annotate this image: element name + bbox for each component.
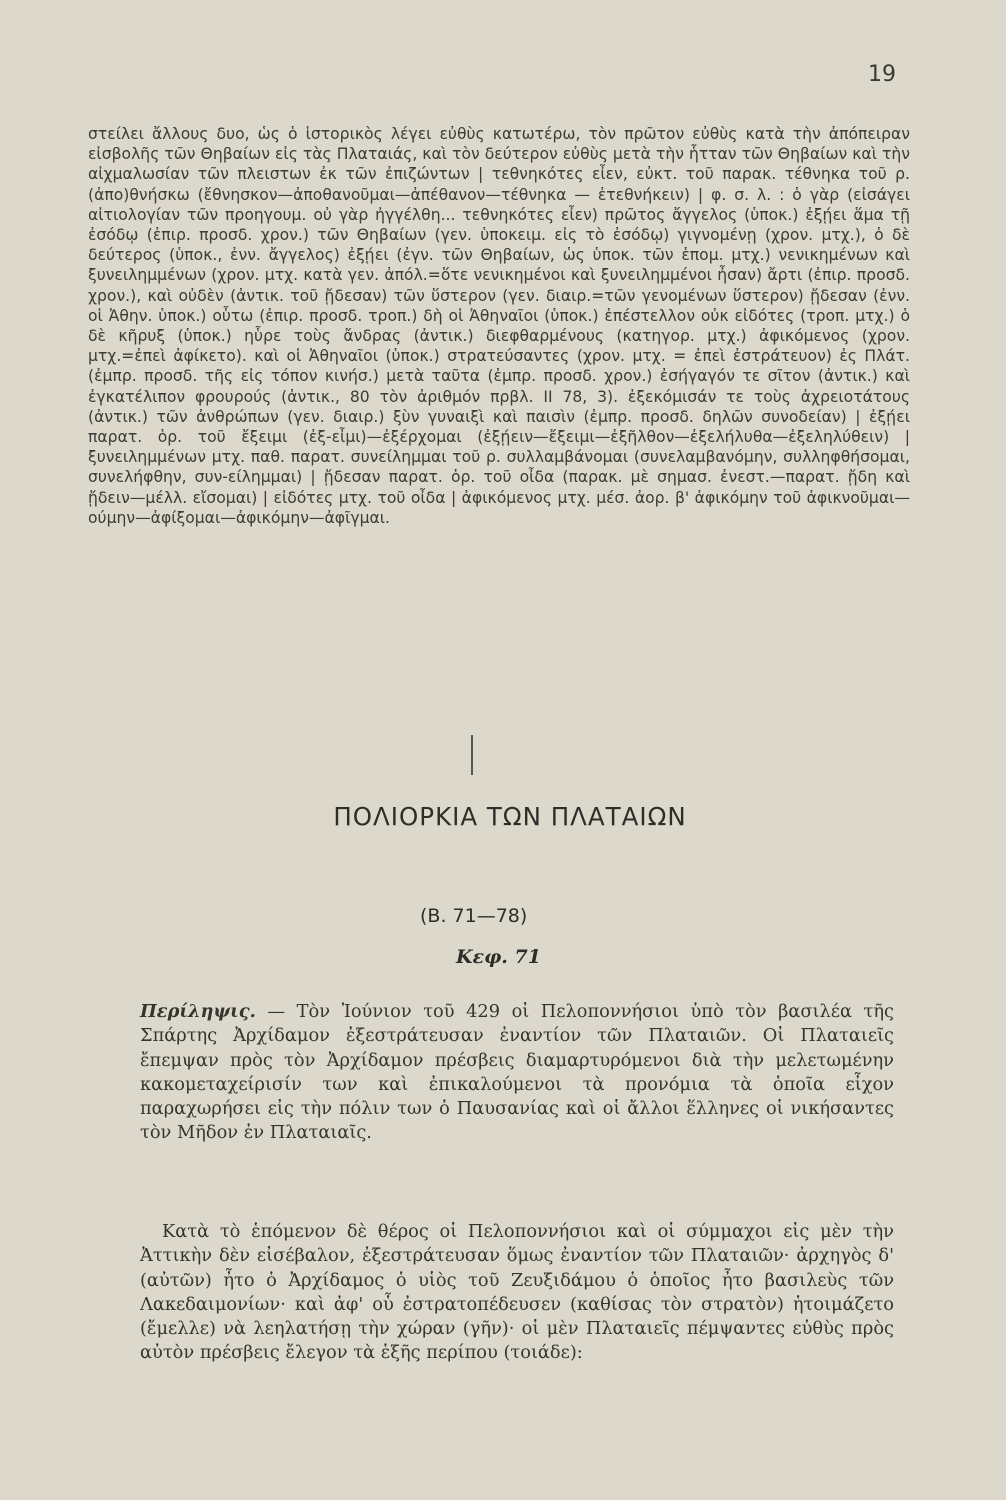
- commentary-notes: [88, 124, 910, 528]
- section-title: ΠΟΛΙΟΡΚΙΑ ΤΩΝ ΠΛΑΤΑΙΩΝ: [333, 802, 687, 831]
- chapter-heading: Κεφ. 71: [456, 946, 541, 968]
- section-divider: [471, 735, 473, 775]
- narrative-paragraph: Κατὰ τὸ ἑπόμενον δὲ θέρος οἱ Πελοποννήσιοι καὶ οἱ σύμμαχοι εἰς μὲν τὴν Ἀττικὴν δὲν εἰσέβαλον, ἐξεστράτευσαν ὅμως ἐναντίον τῶν Πλαταιῶν· ἀρχηγὸς δ' (αὐτῶν) ἦτο ὁ Ἀρχίδαμος ὁ υἱὸς τοῦ Ζευξιδάμου ὁ ὁποῖος ἦτο βασιλεὺς τῶν Λακεδαιμονίων· καὶ ἀφ' οὗ ἐστρατοπέδευσεν (καθίσας τὸν στρατὸν) ἡτοιμάζετο (ἔμελλε) νὰ λεηλατήσῃ τὴν χώραν (γῆν)· οἱ μὲν Πλαταιεῖς πέμψαντες εὐθὺς πρὸς αὐτὸν πρέσβεις ἔλεγον τὰ ἑξῆς περίπου (τοιάδε):: [140, 1221, 894, 1364]
- narrative-block: [140, 1220, 894, 1366]
- notes-paragraph: στείλει ἄλλους δυο, ὡς ὁ ἱστορικὸς λέγει εὐθὺς κατωτέρω, τὸν πρῶτον εὐθὺς κατὰ τὴν ἀπόπειραν εἰσβολῆς τῶν Θηβαίων εἰς τὰς Πλαταιάς, καὶ τὸν δεύτερον εὐθὺς μετὰ τὴν ἧτταν τῶν Θηβαίων καὶ τὴν αἰχμαλωσίαν τῶν πλειστων ἐκ τῶν ἐπιζώντων | τεθνηκότες εἶεν, εὐκτ. τοῦ παρακ. τέθνηκα τοῦ ρ. (ἀπο)θνήσκω (ἔθνησκον—ἀποθανοῦμαι—ἀπέθανον—τέθνηκα — ἐτεθνήκειν) | φ. σ. λ. : ὁ γὰρ (εἰσάγει αἰτιολογίαν τῶν προηγουμ. οὐ γὰρ ἠγγέλθη... τεθνηκότες εἶεν) πρῶτος ἄγγελος (ὑποκ.) ἐξῄει ἅμα τῇ ἐσόδῳ (ἐπιρ. προσδ. χρον.) τῶν Θηβαίων (γεν. ὑποκειμ. εἰς τὸ ἐσόδῳ) γιγνομένῃ (χρον. μτχ.), ὁ δὲ δεύτερος (ὑποκ., ἐνν. ἄγγελος) ἐξῄει (ἐγν. τῶν Θηβαίων, ὡς ὑποκ. τῶν ἑπομ. μτχ.) νενικημένων καὶ ξυνειλημμένων (χρον. μτχ. κατὰ γεν. ἀπόλ.=ὅτε νενικημένοι καὶ ξυνειλημμένοι ἦσαν) ἄρτι (ἐπιρ. προσδ. χρον.), καὶ οὐδὲν (ἀντικ. τοῦ ᾔδεσαν) τῶν ὕστερον (γεν. διαιρ.=τῶν γενομένων ὕστερον) ᾔδεσαν (ἐνν. οἱ Ἀθην. ὑποκ.) οὗτω (ἐπιρ. προσδ. τροπ.) δὴ οἱ Ἀθηναῖοι (ὑποκ.) ἐπέστελλον οὐκ εἰδότες (τροπ. μτχ.) ὁ δὲ κῆρυξ (ὑποκ.) ηὗρε τοὺς ἄνδρας (ἀντικ.) διεφθαρμένους (κατηγορ. μτχ.) ἀφικόμενος (χρον. μτχ.=ἐπεὶ ἀφίκετο). καὶ οἱ Ἀθηναῖοι (ὑποκ.) στρατεύσαντες (χρον. μτχ. = ἐπεὶ ἐστράτευον) ἐς Πλάτ. (ἐμπρ. προσδ. τῆς εἰς τόπον κινήσ.) μετὰ ταῦτα (ἐμπρ. προσδ. χρον.) ἐσήγαγόν τε σῖτον (ἀντικ.) καὶ ἐγκατέλιπον φρουρούς (ἀντικ., 80 τὸν ἀριθμόν πρβλ. II 78, 3). ἐξεκόμισάν τε τοὺς ἀχρειοτάτους (ἀντικ.) τῶν ἀνθρώπων (γεν. διαιρ.) ξὺν γυναιξὶ καὶ παισὶν (ἐμπρ. προσδ. δηλῶν συνοδείαν) | ἐξῄει παρατ. ὁρ. τοῦ ἔξειμι (ἐξ-εἶμι)—ἐξέρχομαι (ἐξῄειν—ἔξειμι—ἐξῆλθον—ἐξελήλυθα—ἐξεληλύθειν) | ξυνειλημμένων μτχ. παθ. παρατ. συνείλημμαι τοῦ ρ. συλλαμβάνομαι (συνελαμβανόμην, συλληφθήσομαι, συνελήφθην, συν-είλημμαι) | ᾔδεσαν παρατ. ὁρ. τοῦ οἶδα (παρακ. μὲ σημασ. ἐνεστ.—παρατ. ᾔδη καὶ ᾔδειν—μέλλ. εἴσομαι) | εἰδότες μτχ. τοῦ οἶδα | ἀφικόμενος μτχ. μέσ. ἀορ. β' ἀφικόμην τοῦ ἀφικνοῦμαι—ούμην—ἀφίξομαι—ἀφικόμην—ἀφῖγμαι.: [88, 125, 910, 527]
- page-number: 19: [868, 62, 896, 87]
- summary-paragraph: [140, 1000, 894, 1146]
- summary-text: — Τὸν Ἰούνιον τοῦ 429 οἱ Πελοποννήσιοι ὑπὸ τὸν βασιλέα τῆς Σπάρτης Ἀρχίδαμον ἐξεστράτευσαν ἐναντίον τῶν Πλαταιῶν. Οἱ Πλαταιεῖς ἔπεμψαν πρὸς τὸν Ἀρχίδαμον πρέσβεις διαμαρτυρόμενοι διὰ τὴν μελετωμένην κακομεταχείρισίν των καὶ ἐπικαλούμενοι τὰ προνόμια τὰ ὁποῖα εἶχον παραχωρήσει εἰς τὴν πόλιν των ὁ Παυσανίας καὶ οἱ ἄλλοι ἕλληνες οἱ νικήσαντες τὸν Μῆδον ἐν Πλαταιαῖς.: [140, 1001, 894, 1144]
- summary-block: [140, 1000, 894, 1146]
- summary-label: Περίληψις.: [140, 1001, 256, 1022]
- chapter-range: (Β. 71—78): [420, 905, 528, 927]
